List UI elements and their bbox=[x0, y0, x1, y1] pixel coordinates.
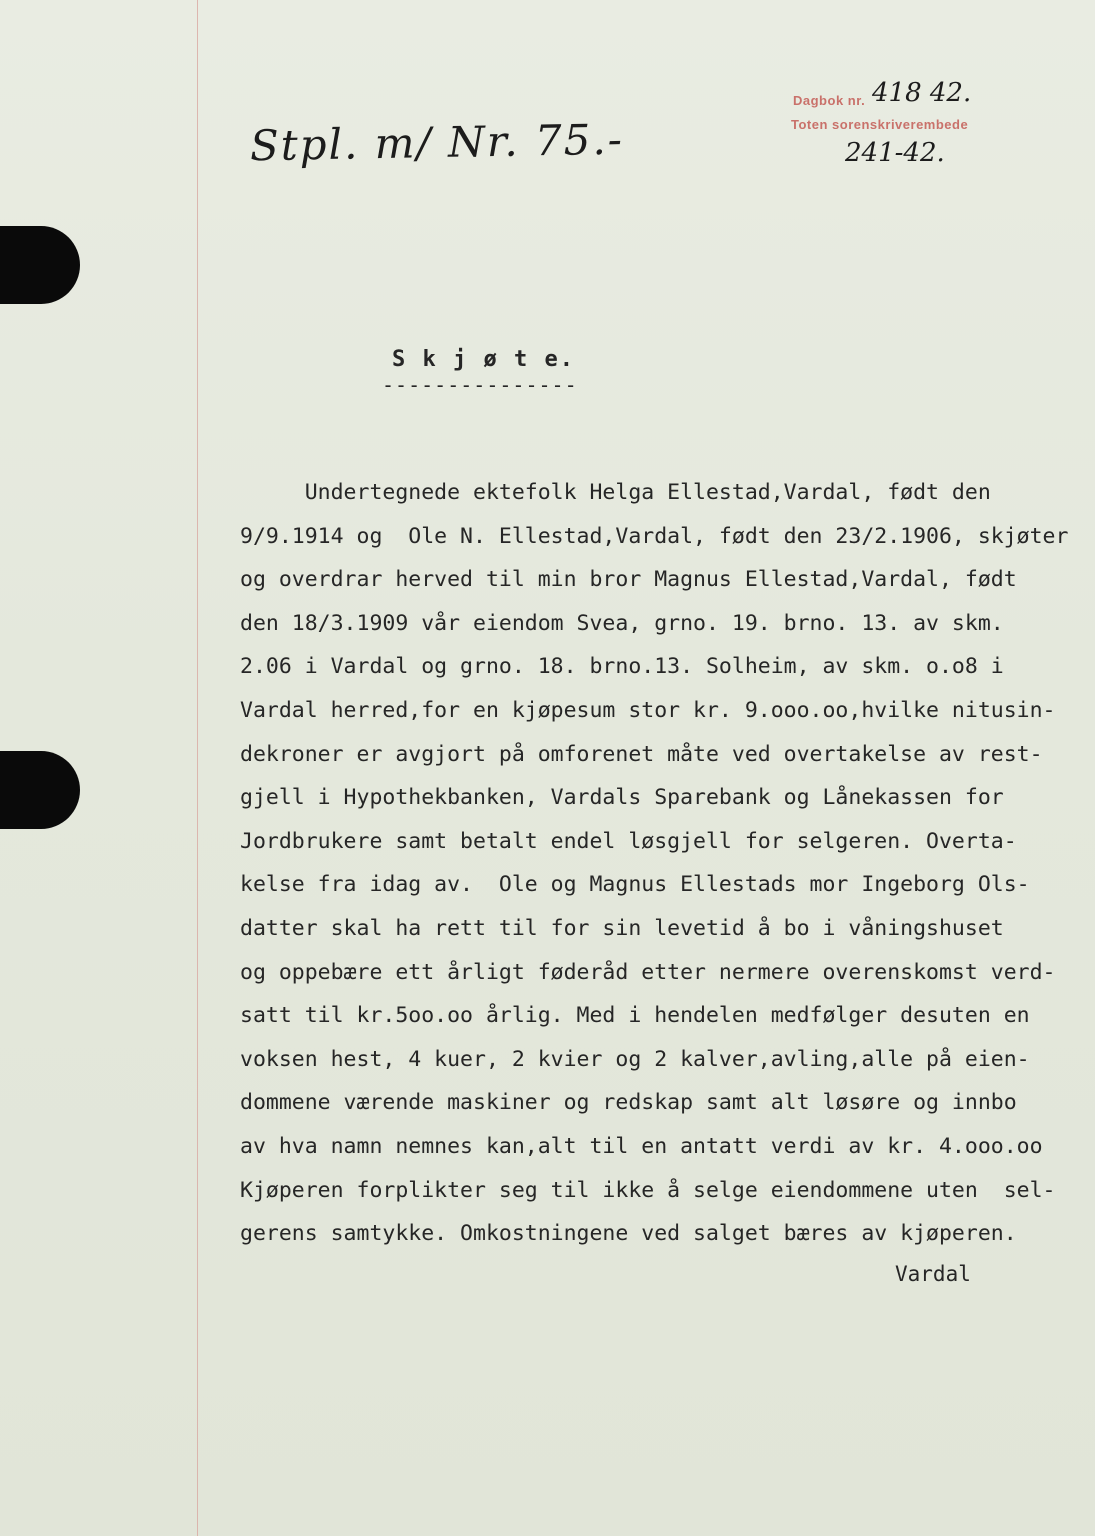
body-line: Vardal herred,for en kjøpesum stor kr. 9.ooo.oo,hvilke nitusin- bbox=[240, 697, 1056, 723]
body-line: og oppebære ett årligt føderåd etter nermere overenskomst verd- bbox=[240, 959, 1056, 985]
body-line: Undertegnede ektefolk Helga Ellestad,Vardal, født den bbox=[240, 480, 991, 505]
signoff-place: Vardal bbox=[895, 1262, 971, 1286]
body-line: 2.06 i Vardal og grno. 18. brno.13. Solheim, av skm. o.o8 i bbox=[240, 654, 1004, 680]
document-title: S k j ø t e. bbox=[392, 347, 575, 372]
registry-number: 418 42. bbox=[872, 78, 972, 108]
title-underline: --------------- bbox=[382, 373, 578, 397]
registry-stamp-line2: Toten sorenskriverembede bbox=[791, 117, 969, 132]
registry-stamp-line1: Dagbok nr. bbox=[793, 93, 866, 108]
body-line: 9/9.1914 og Ole N. Ellestad,Vardal, født den 23/2.1906, skjøter bbox=[240, 523, 1069, 549]
body-line: Kjøperen forplikter seg til ikke å selge eiendommene uten sel- bbox=[240, 1177, 1056, 1203]
body-line: dekroner er avgjort på omforenet måte ved overtakelse av rest- bbox=[240, 741, 1043, 767]
body-line: datter skal ha rett til for sin levetid å bo i våningshuset bbox=[240, 915, 1004, 941]
body-line: satt til kr.5oo.oo årlig. Med i hendelen medfølger desuten en bbox=[240, 1003, 1030, 1029]
body-line: kelse fra idag av. Ole og Magnus Ellestads mor Ingeborg Ols- bbox=[240, 872, 1030, 898]
margin-rule bbox=[197, 0, 198, 1536]
deed-body bbox=[240, 471, 1070, 1256]
punch-hole-bottom bbox=[0, 751, 80, 829]
body-line: og overdrar herved til min bror Magnus Ellestad,Vardal, født bbox=[240, 567, 1017, 593]
body-line: Jordbrukere samt betalt endel løsgjell for selgeren. Overta- bbox=[240, 828, 1017, 854]
body-line: voksen hest, 4 kuer, 2 kvier og 2 kalver,avling,alle på eien- bbox=[240, 1046, 1030, 1072]
handwritten-stamp-note: Stpl. m/ Nr. 75.- bbox=[249, 114, 625, 171]
registry-number-2: 241-42. bbox=[845, 138, 945, 168]
body-line: gerens samtykke. Omkostningene ved salget bæres av kjøperen. bbox=[240, 1221, 1017, 1247]
body-line: av hva namn nemnes kan,alt til en antatt verdi av kr. 4.ooo.oo bbox=[240, 1133, 1043, 1159]
body-line: dommene værende maskiner og redskap samt alt løsøre og innbo bbox=[240, 1090, 1017, 1116]
punch-hole-top bbox=[0, 226, 80, 304]
body-line: gjell i Hypothekbanken, Vardals Sparebank og Lånekassen for bbox=[240, 785, 1004, 811]
body-line: den 18/3.1909 vår eiendom Svea, grno. 19. brno. 13. av skm. bbox=[240, 610, 1004, 636]
